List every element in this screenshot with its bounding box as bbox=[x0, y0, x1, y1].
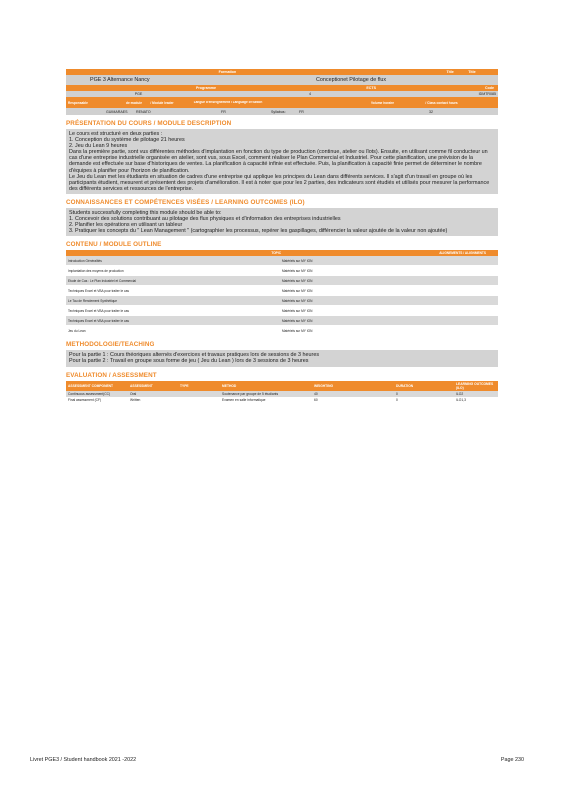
outline-row bbox=[66, 266, 498, 276]
eval-header-type: TYPE bbox=[178, 381, 220, 391]
outline-ilo: Matériels sur MY ION bbox=[282, 328, 313, 333]
eval-header-method: METHOD bbox=[220, 381, 312, 391]
outline-ilo: Matériels sur MY ION bbox=[282, 268, 313, 273]
outline-topic: Techniques Excel et VBA pour traiter le cas bbox=[68, 308, 129, 313]
eval-header-component: ASSESSMENT COMPONENT bbox=[66, 381, 128, 391]
programme-value: PGE bbox=[134, 92, 143, 96]
responsable-label: Responsable bbox=[68, 100, 88, 105]
formation-label: Formation bbox=[218, 70, 237, 74]
outline-ilo: Matériels sur MY ION bbox=[282, 318, 313, 323]
module-label: de module bbox=[126, 100, 142, 105]
methodologie-title: METHODOLOGIE/TEACHING bbox=[66, 341, 155, 349]
contenu-title: CONTENU / MODULE OUTLINE bbox=[66, 241, 162, 249]
eval-header-weighting: WEIGHTING bbox=[312, 381, 394, 391]
eval-cell-duration: 0 bbox=[396, 397, 398, 402]
langue-label: Langue d'enseignement / Language of tuition bbox=[193, 100, 263, 104]
outline-topic: Le Tau de Rendement Synthétique bbox=[68, 298, 118, 303]
evaluation-table bbox=[66, 381, 498, 403]
outline-row bbox=[66, 256, 498, 266]
volume-label: Volume horaire bbox=[371, 100, 394, 105]
eval-cell-method: Examen en salle informatique bbox=[222, 397, 266, 402]
eval-cell-component: Final assessment (CF) bbox=[68, 397, 102, 402]
contact-label: / Class contact hours bbox=[425, 100, 458, 105]
methodologie-text: Pour la partie 1 : Cours théoriques alternés d'exercices et travaux pratiques lors de sessions de 3 heures Pour la partie 2 : Travail en groupe sous forme de jeu ( Jeu du Lean ) lors de 3 sessions de 3 heures bbox=[66, 350, 498, 366]
eval-cell-component: Continuous assessment(CC) bbox=[66, 391, 128, 397]
outline-ilo: Matériels sur MY ION bbox=[282, 278, 313, 283]
code-value: IDMTR085 bbox=[478, 92, 496, 96]
outline-ilo: Matériels sur MY ION bbox=[282, 308, 313, 313]
evaluation-row bbox=[66, 397, 498, 403]
formation-value-row bbox=[66, 75, 498, 85]
presentation-title: PRÉSENTATION DU COURS / MODULE DESCRIPTION bbox=[66, 120, 232, 127]
ects-label: ECTS bbox=[366, 86, 376, 90]
formation-value: PGE 3 Alternance Nancy bbox=[90, 77, 150, 83]
page-footer bbox=[30, 757, 524, 763]
outline-topic: Introduction Généralités bbox=[68, 258, 102, 263]
outline-row bbox=[66, 306, 498, 316]
outline-row bbox=[66, 316, 498, 326]
competences-text: Students successfully completing this module should be able to: 1. Concevoir des solutions contribuant au pilotage des flux physiques et d'information des entreprises industrielles 2. Planifier les opérations en utilisant un tableur 3. Pratiquer les concepts du " Lean Management " (cartographier les processus, repérer les gaspillages, différencier la valeur ajoutée de la valeur non ajoutée) bbox=[66, 208, 498, 236]
outline-ilo: Matériels sur MY ION bbox=[282, 258, 313, 263]
outline-topic-label: TOPIC bbox=[271, 251, 281, 256]
outline-row bbox=[66, 286, 498, 296]
eval-header-ilo: LEARNING OUTCOMES (ILO) bbox=[454, 381, 498, 391]
outline-table bbox=[66, 256, 498, 336]
eval-header-assessment: ASSESSMENT bbox=[128, 381, 178, 391]
outline-ilo-label: ALIGNEMENTS / ALIGNMENTS bbox=[439, 251, 486, 256]
eval-cell-weighting: 40 bbox=[312, 391, 394, 397]
outline-topic: Techniques Excel et VBA pour traiter le cas bbox=[68, 288, 129, 293]
outline-ilo: Matériels sur MY ION bbox=[282, 288, 313, 293]
module-sheet bbox=[66, 69, 498, 403]
outline-row bbox=[66, 296, 498, 306]
evaluation-title: EVALUATION / ASSESSMENT bbox=[66, 371, 157, 379]
outline-row bbox=[66, 276, 498, 286]
outline-topic: Etude de Cas : Le Plan Industriel et Commercial bbox=[68, 278, 137, 283]
eval-header-duration: DURATION bbox=[394, 381, 454, 391]
volume-value: 32 bbox=[429, 109, 433, 114]
syllabus-value: FR bbox=[299, 109, 304, 114]
syllabus-label: Syllabus: bbox=[271, 109, 286, 114]
page-number: Page 230 bbox=[500, 757, 524, 763]
title-label-alt: Title bbox=[468, 70, 476, 74]
outline-topic: Techniques Excel et VBA pour traiter le cas bbox=[68, 318, 129, 323]
eval-cell-assessment: Oral bbox=[128, 391, 178, 397]
presentation-text: Le cours est structuré en deux parties : 1. Conception du système de pilotage 21 heures 2. Jeu du Lean 9 heures Dans la première partie, sont vus différentes méthodes d'implantation en fonction du type de production (continue, atelier ou îlots). Ensuite, en utilisant comme fil conducteur un cas d'une entreprise industrielle organisée en atelier, sont vus, sous Excel, comment réaliser le Plan Commercial et Industriel. Pour cette planification, une prévision de la demande est effectuée sur base d'historiques de ventes. La planification à capacité infinie est effectuée. Puis, la planification à capacité finie permet de déterminer le nombre d'équipes à planifier pour l'horizon de planification. Le Jeu du Lean met les étudiants en situation de cadres d'une entreprise qui applique les principes du Lean dans différents services. Il s'agit d'un travail en groupe où les participants étudient, mesurent et présentent des projets d'amélioration. Il est à noter que pour les 2 parties, des indicateurs sont étudiés et utilisés pour mesurer la performance des différents services et ressources de l'entreprise. bbox=[66, 129, 498, 194]
eval-cell-ilo: ILO1,3 bbox=[456, 397, 466, 402]
eval-cell-assessment: Written bbox=[130, 397, 141, 402]
outline-ilo: Matériels sur MY ION bbox=[282, 298, 313, 303]
evaluation-header-row bbox=[66, 381, 498, 391]
eval-cell-duration: 0 bbox=[394, 391, 454, 397]
ects-value: 4 bbox=[309, 92, 311, 96]
resp-value-2: RENATO bbox=[136, 109, 151, 114]
resp-value-1: GUIMARAES bbox=[106, 109, 128, 114]
eval-cell-type bbox=[178, 397, 220, 403]
footer-left: Livret PGE3 / Student handbook 2021 -2022 bbox=[30, 757, 137, 763]
title-label: Title bbox=[446, 70, 454, 74]
outline-row bbox=[66, 326, 498, 336]
eval-cell-method: Soutenance par groupe de 5 étudiants bbox=[220, 391, 312, 397]
responsable-header-bar bbox=[66, 97, 498, 108]
eval-cell-ilo: ILO2 bbox=[454, 391, 498, 397]
outline-topic: Implantation des moyens de production bbox=[68, 268, 124, 273]
leader-label: / Module leader bbox=[150, 100, 174, 105]
langue-value: FR bbox=[221, 109, 226, 114]
eval-cell-weighting: 60 bbox=[314, 397, 318, 402]
programme-label: Programme bbox=[196, 86, 216, 90]
outline-topic: Jeu du Lean bbox=[68, 328, 86, 333]
competences-title: CONNAISSANCES ET COMPÉTENCES VISÉES / LEARNING OUTCOMES (ILO) bbox=[66, 198, 305, 206]
code-label: Code bbox=[485, 86, 494, 90]
responsable-value-row bbox=[66, 108, 498, 115]
title-value: Conceptionet Pilotage de flux bbox=[316, 77, 387, 83]
